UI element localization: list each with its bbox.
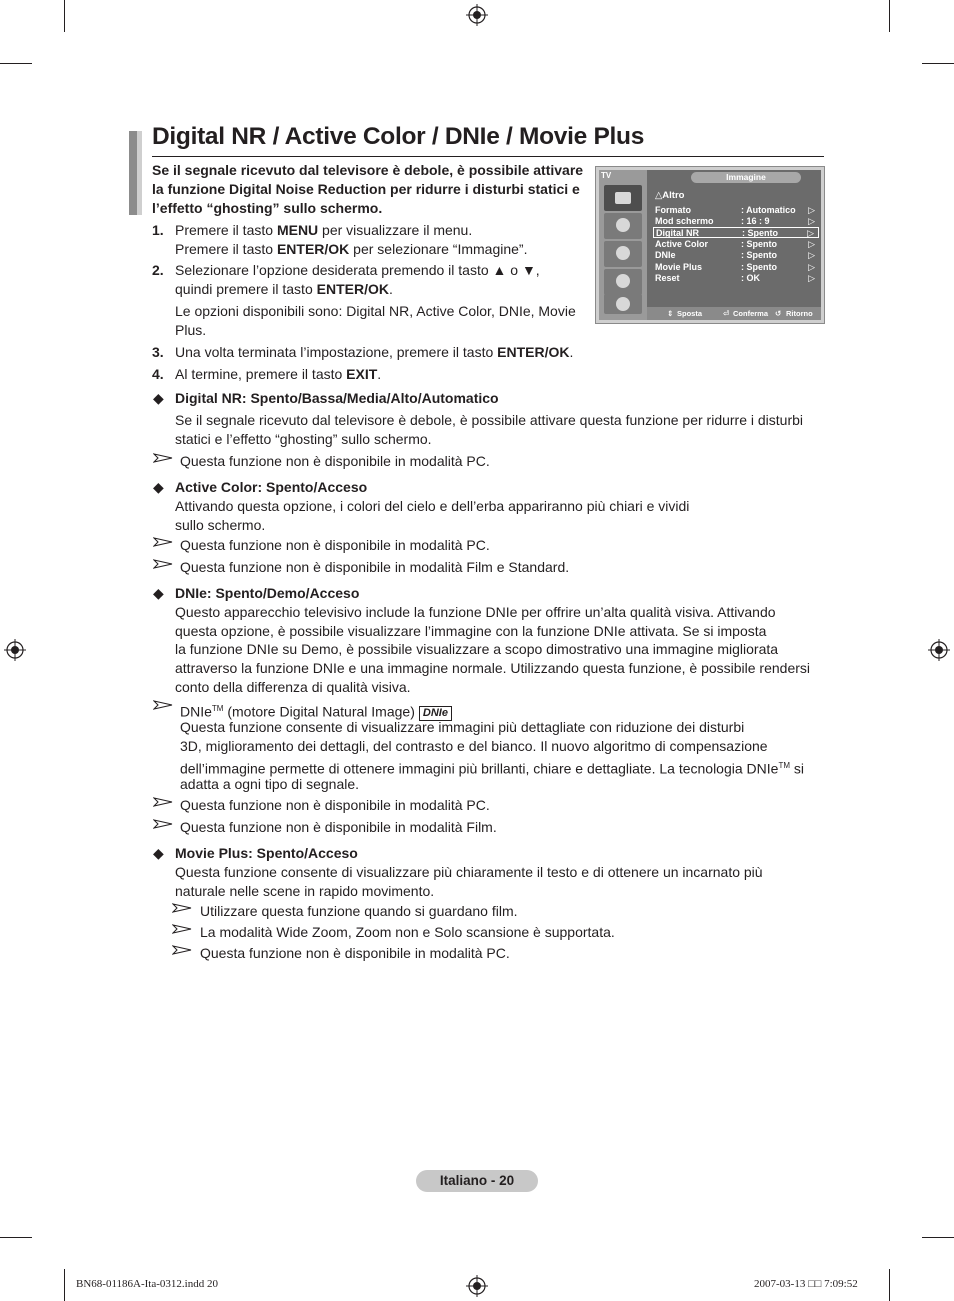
section-heading-active-color: Active Color: Spento/Acceso (175, 479, 368, 495)
crop-mark (889, 1269, 890, 1301)
row-value: : Spento (741, 262, 777, 272)
step-text: per selezionare “Immagine”. (349, 241, 528, 257)
note-line: Questa funzione non è disponibile in modalità PC. (200, 945, 510, 961)
row-label: Digital NR (656, 228, 700, 238)
title-rule (152, 156, 824, 157)
page-number-badge: Italiano - 20 (416, 1170, 538, 1192)
note-arrow-icon (153, 453, 173, 463)
note-text: si (790, 760, 804, 777)
note-arrow-icon (172, 924, 192, 934)
step-key: ENTER/OK (497, 344, 570, 360)
tv-menu-sidebar (599, 170, 647, 320)
title-accent-bar (137, 131, 142, 215)
tv-menu-footer (647, 307, 821, 320)
step-text: quindi premere il tasto (175, 281, 317, 297)
note-line: Questa funzione non è disponibile in modalità PC. (180, 537, 490, 553)
paragraph-line: questa opzione, è possibile visualizzare l’immagine con la funzione DNIe attivata. Se si imposta (175, 623, 767, 639)
tv-menu-screenshot (595, 166, 825, 324)
registration-mark-icon (928, 639, 950, 661)
step-text: . (388, 281, 393, 297)
crop-mark (0, 63, 32, 64)
step-key: EXIT (346, 366, 378, 382)
row-arrow-icon: ▷ (807, 228, 814, 238)
tv-menu-row-selected (653, 227, 819, 238)
step-key: MENU (276, 222, 319, 238)
registration-mark-icon (466, 4, 488, 26)
step-text: Una volta terminata l’impostazione, premere il tasto (175, 344, 498, 360)
crop-mark (64, 0, 65, 32)
note-line: Questa funzione non è disponibile in modalità Film. (180, 819, 497, 835)
step-number: 4. (152, 366, 164, 382)
step-4 (152, 365, 164, 384)
bullet-icon: ◆ (153, 585, 164, 601)
print-slug-date: 2007-03-13 □□ 7:09:52 (754, 1278, 858, 1290)
tv-menu-row (653, 205, 819, 216)
footer-move-label: Sposta (677, 309, 703, 318)
step-text: per visualizzare il menu. (318, 222, 473, 238)
step-2-line-2 (175, 280, 393, 299)
channel-icon (604, 241, 642, 267)
row-value: : OK (741, 273, 760, 283)
note-line: 3D, miglioramento dei dettagli, del contrasto e del bianco. Il nuovo algoritmo di compensazione (180, 738, 768, 754)
footer-enter-label: Conferma (733, 309, 769, 318)
registration-mark-icon (466, 1275, 488, 1297)
dnie-term: DNIe (180, 703, 212, 720)
crop-mark (64, 1269, 65, 1301)
dnie-logo: DNIe (419, 706, 452, 721)
note-arrow-icon (153, 700, 173, 710)
note-arrow-icon (172, 903, 192, 913)
paragraph-line: Questa funzione consente di visualizzare più chiaramente il testo e di ottenere un incarnato più (175, 864, 763, 880)
bullet-icon: ◆ (153, 845, 164, 861)
note-arrow-icon (153, 559, 173, 569)
picture-icon (604, 185, 642, 211)
row-label: DNIe (655, 250, 676, 260)
paragraph-line: Questo apparecchio televisivo include la funzione DNIe per offrire un’alta qualità visiva. Attivando (175, 604, 776, 620)
enter-icon: ⏎ (723, 309, 730, 318)
row-label: Reset (655, 273, 680, 283)
section-heading-dnie: DNIe: Spento/Demo/Acceso (175, 585, 360, 601)
note-line: La modalità Wide Zoom, Zoom non e Solo scansione è supportata. (200, 924, 615, 940)
row-label: Mod schermo (655, 216, 714, 226)
paragraph-line: Attivando questa opzione, i colori del cielo e dell’erba appariranno più chiari e vividi (175, 498, 690, 514)
step-key: ENTER/OK (276, 241, 350, 257)
step-3 (152, 343, 164, 362)
step-number: 1. (152, 222, 164, 238)
row-value: : Automatico (741, 205, 796, 215)
footer-return-label: Ritorno (786, 309, 813, 318)
crop-mark (889, 0, 890, 32)
step-text: Premere il tasto (175, 222, 277, 238)
print-slug-file: BN68-01186A-Ita-0312.indd 20 (76, 1278, 218, 1290)
step-text: . (569, 344, 574, 360)
bullet-icon: ◆ (153, 479, 164, 495)
page-title: Digital NR / Active Color / DNIe / Movie Plus (152, 123, 645, 150)
row-value: : Spento (741, 250, 777, 260)
tv-menu-row (653, 239, 819, 250)
trademark: TM (211, 704, 224, 713)
paragraph-line: Se il segnale ricevuto dal televisore è debole, è possibile attivare questa funzione per ridurre i disturbi (175, 412, 804, 428)
dnie-expansion: (motore Digital Natural Image) (223, 703, 415, 720)
crop-mark (0, 1237, 32, 1238)
tv-menu-more: △Altro (655, 190, 685, 201)
row-arrow-icon: ▷ (808, 262, 815, 272)
intro-paragraph: Se il segnale ricevuto dal televisore è debole, è possibile attivare la funzione Digital Noise Reduction per ridurre i disturbi statici e l’effetto “ghosting” sullo schermo. (152, 162, 584, 216)
trademark: TM (778, 761, 790, 770)
step-number: 3. (152, 344, 164, 360)
step-text: Al termine, premere il tasto (175, 366, 347, 382)
step-text: Premere il tasto (175, 241, 277, 257)
note-arrow-icon (172, 945, 192, 955)
note-line: adatta a ogni tipo di segnale. (180, 776, 360, 792)
tv-menu-tab-picture: Immagine (691, 172, 801, 183)
move-icon: ⇕ (667, 309, 674, 318)
step-text: . (377, 366, 382, 382)
bullet-icon: ◆ (153, 390, 164, 406)
note-line: Utilizzare questa funzione quando si guardano film. (200, 903, 518, 919)
row-arrow-icon: ▷ (808, 239, 815, 249)
tv-menu-panel (599, 170, 821, 320)
setup-icon (604, 269, 642, 295)
paragraph-line: la funzione DNIe su Demo, è possibile visualizzare a scopo dimostrativo una immagine migliorata (175, 641, 779, 657)
note-line: Questa funzione non è disponibile in modalità Film e Standard. (180, 559, 570, 575)
step-1-line-1 (175, 221, 472, 240)
sound-icon (604, 213, 642, 239)
crop-mark (922, 1237, 954, 1238)
row-arrow-icon: ▷ (808, 216, 815, 226)
return-icon: ↺ (775, 309, 782, 318)
tv-menu-row (653, 216, 819, 227)
step-1 (152, 221, 164, 240)
row-value: : Spento (741, 239, 777, 249)
row-value: : Spento (742, 228, 778, 238)
crop-mark (922, 63, 954, 64)
note-arrow-icon (153, 797, 173, 807)
paragraph-line: conto della differenza di qualità visiva. (175, 679, 411, 695)
section-heading-digital-nr: Digital NR: Spento/Bassa/Media/Alto/Automatico (175, 390, 499, 406)
step-number: 2. (152, 262, 164, 278)
step-2-line-1: Selezionare l’opzione desiderata premendo il tasto ▲ o ▼, (175, 262, 540, 278)
step-4-line-1 (175, 365, 381, 384)
paragraph-line: sullo schermo. (175, 517, 266, 533)
tv-menu-row (653, 262, 819, 273)
section-heading-movie-plus: Movie Plus: Spento/Acceso (175, 845, 358, 861)
row-arrow-icon: ▷ (808, 250, 815, 260)
input-icon (604, 294, 642, 314)
step-2 (152, 261, 164, 280)
step-key: ENTER/OK (316, 281, 389, 297)
note-line: Questa funzione consente di visualizzare immagini più dettagliate con riduzione dei disturbi (180, 719, 745, 735)
step-2-options-line-2: Plus. (175, 322, 207, 338)
note-arrow-icon (153, 537, 173, 547)
note-arrow-icon (153, 819, 173, 829)
step-3-line-1 (175, 343, 573, 362)
note-line: Questa funzione non è disponibile in modalità PC. (180, 797, 490, 813)
step-2-options-line-1: Le opzioni disponibili sono: Digital NR, Active Color, DNIe, Movie (175, 303, 576, 319)
paragraph-line: attraverso la funzione DNIe e una immagine normale. Utilizzando questa funzione, è possibile rendersi (175, 660, 811, 676)
paragraph-line: statici e l’effetto “ghosting” sullo schermo. (175, 431, 432, 447)
row-value: : 16 : 9 (741, 216, 770, 226)
note-text: dell’immagine permette di ottenere immagini più brillanti, chiare e dettagliate. La tecnologia DNIe (180, 760, 779, 777)
step-1-line-2 (175, 240, 527, 259)
row-label: Active Color (655, 239, 709, 249)
row-label: Formato (655, 205, 691, 215)
row-arrow-icon: ▷ (808, 273, 815, 283)
tv-menu-row (653, 273, 819, 284)
row-label: Movie Plus (655, 262, 703, 272)
tv-menu-row (653, 250, 819, 261)
paragraph-line: naturale nelle scene in rapido movimento. (175, 883, 435, 899)
tv-label: TV (601, 171, 612, 180)
registration-mark-icon (4, 639, 26, 661)
note-line: Questa funzione non è disponibile in modalità PC. (180, 453, 490, 469)
row-arrow-icon: ▷ (808, 205, 815, 215)
